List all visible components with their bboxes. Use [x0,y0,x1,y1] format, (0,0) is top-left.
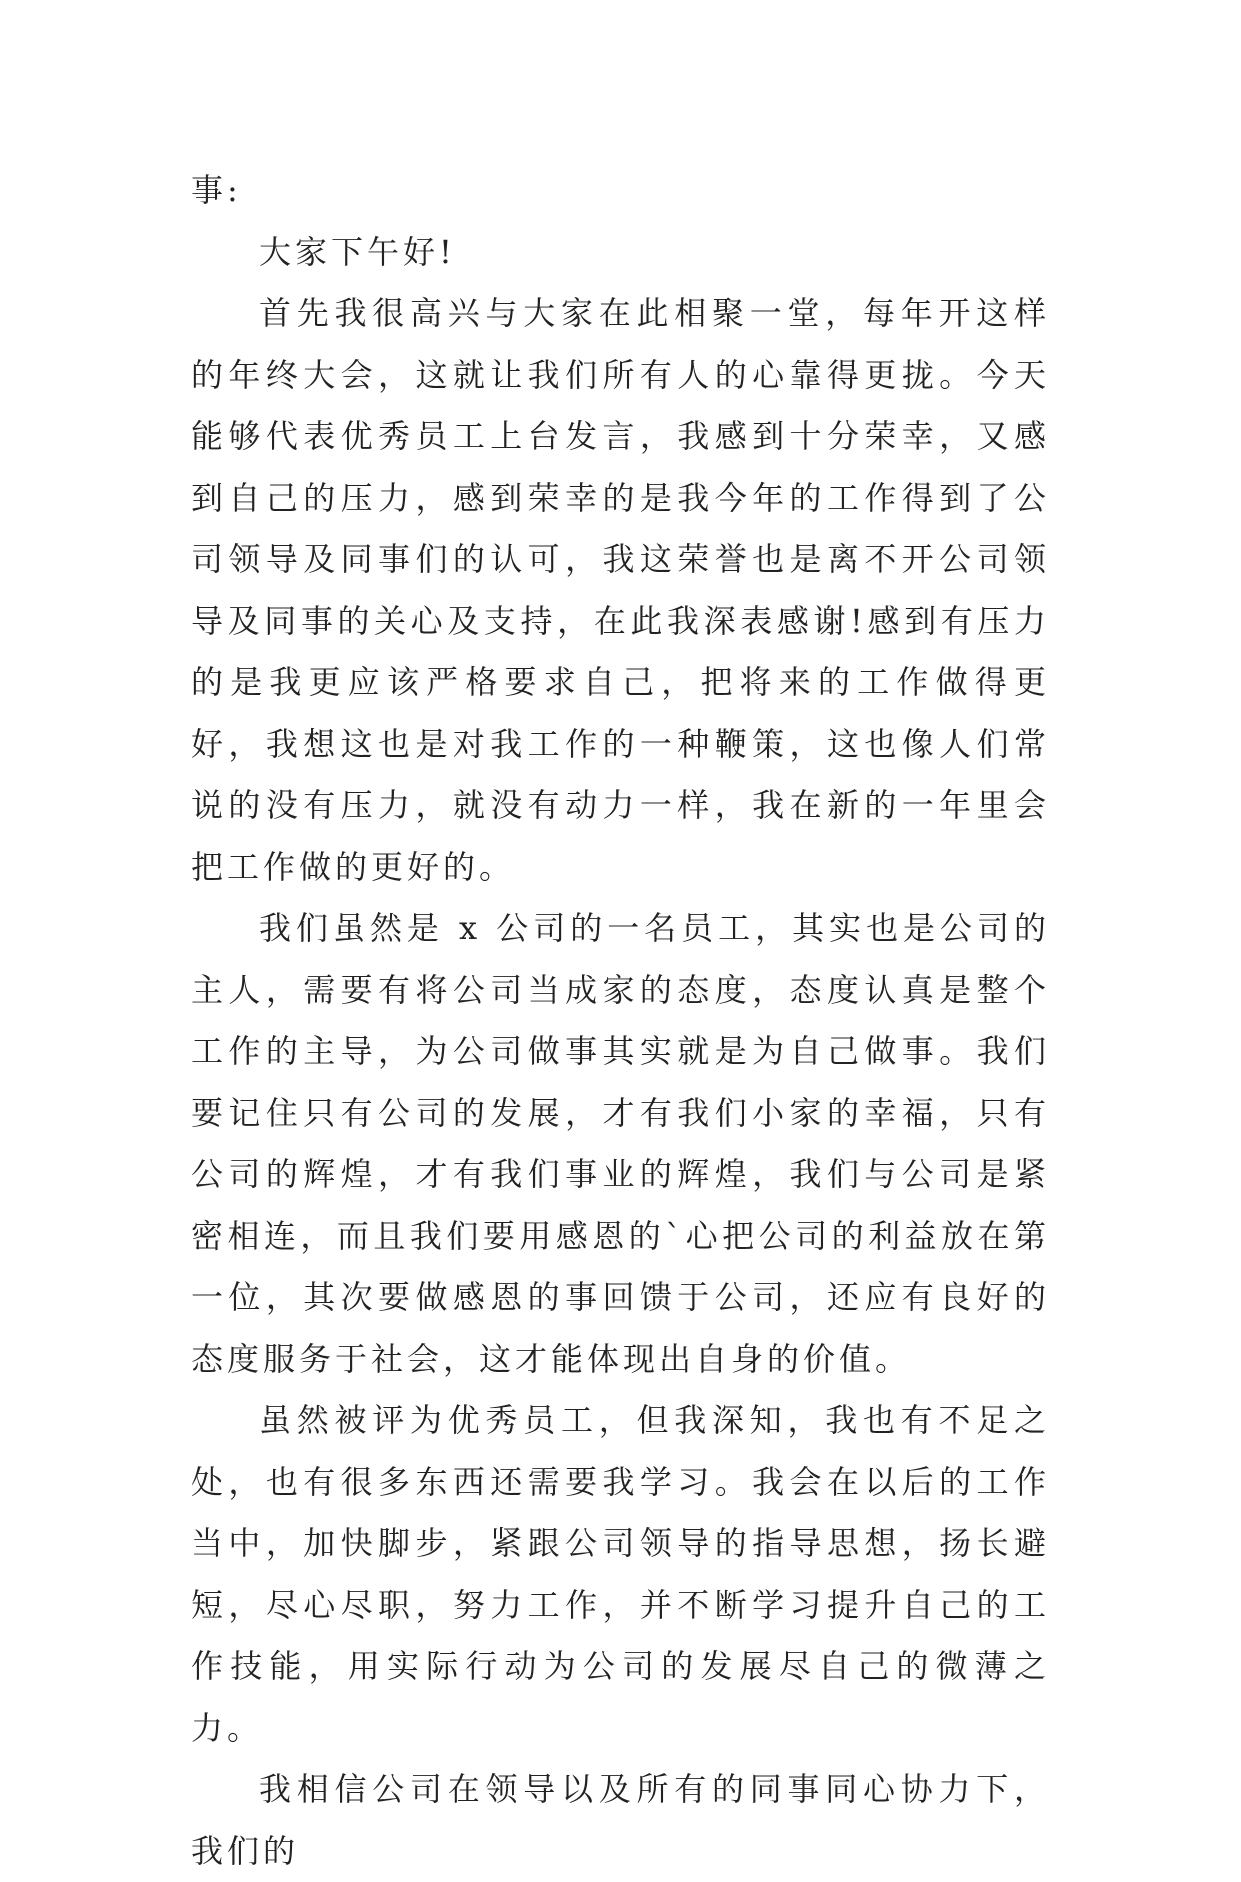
paragraph-greeting: 大家下午好! [259,232,456,271]
paragraph-self-improvement: 虽然被评为优秀员工，但我深知，我也有不足之处，也有很多东西还需要我学习。我会在以后的工作当中，加快脚步，紧跟公司领导的指导思想，扬长避短，尽心尽职，努力工作，并不断学习提升自己的工作技能，用实际行动为公司的发展尽自己的微薄之力。 [191,1401,1050,1747]
paragraph-company-ownership: 我们虽然是 x 公司的一名员工，其实也是公司的主人，需要有将公司当成家的态度，态度认真是整个工作的主导，为公司做事其实就是为自己做事。我们要记住只有公司的发展，才有我们小家的幸福，只有公司的辉煌，才有我们事业的辉煌，我们与公司是紧密相连，而且我们要用感恩的`心把公司的利益放在第一位，其次要做感恩的事回馈于公司，还应有良好的态度服务于社会，这才能体现出自身的价值。 [191,909,1050,1378]
paragraph-closing-start: 我相信公司在领导以及所有的同事同心协力下，我们的 [191,1770,1050,1870]
paragraph-opening: 首先我很高兴与大家在此相聚一堂，每年开这样的年终大会，这就让我们所有人的心靠得更拢。今天能够代表优秀员工上台发言，我感到十分荣幸，又感到自己的压力，感到荣幸的是我今年的工作得到了公司领导及同事们的认可，我这荣誉也是离不开公司领导及同事的关心及支持，在此我深表感谢!感到有压力的是我更应该严格要求自己，把将来的工作做得更好，我想这也是对我工作的一种鞭策，这也像人们常说的没有压力，就没有动力一样，我在新的一年里会把工作做的更好的。 [191,294,1050,886]
paragraph-salutation-end: 事: [191,171,242,209]
